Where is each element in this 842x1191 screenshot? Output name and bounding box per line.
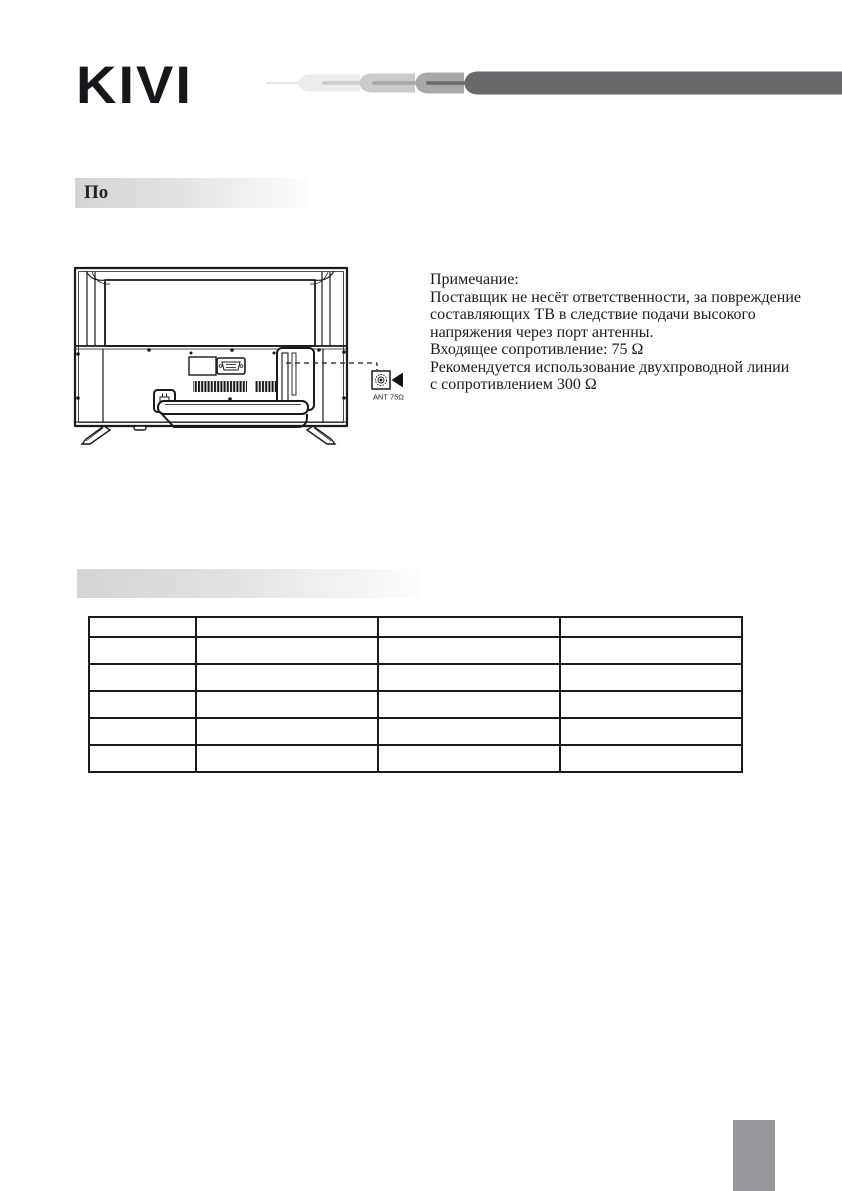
note-line: составляющих ТВ в следствие подачи высокого <box>430 306 756 323</box>
table-row <box>89 718 742 745</box>
table-cell <box>89 617 196 637</box>
table-cell <box>89 691 196 718</box>
table-cell <box>196 617 378 637</box>
table-row <box>89 664 742 691</box>
table-cell <box>89 718 196 745</box>
table-cell <box>196 664 378 691</box>
table-row <box>89 617 742 637</box>
antenna-port-label: ANT 75Ω <box>373 392 404 402</box>
arrow-left-icon <box>392 373 404 388</box>
section-title: По <box>84 182 109 203</box>
section-header-specs <box>77 569 420 598</box>
table-cell <box>196 718 378 745</box>
table-row <box>89 637 742 664</box>
rating-label-plate <box>189 357 216 375</box>
note-line: напряжения через порт антенны. <box>430 323 654 341</box>
table-cell <box>378 637 560 664</box>
table-cell <box>378 745 560 772</box>
table-cell <box>196 745 378 772</box>
table-cell <box>89 664 196 691</box>
note-block <box>430 271 801 394</box>
table-cell <box>560 664 742 691</box>
table-cell <box>560 691 742 718</box>
table-cell <box>560 718 742 745</box>
table-cell <box>378 718 560 745</box>
note-line: Примечание: <box>430 271 519 288</box>
note-line: Рекомендуется использование двухпроводной линии <box>430 358 790 376</box>
table-cell <box>89 745 196 772</box>
table-cell <box>560 617 742 637</box>
footer-page-tab <box>733 1120 775 1191</box>
spec-table <box>88 616 743 773</box>
note-line: Входящее сопротивление: 75 Ω <box>430 341 644 358</box>
header-swoosh-decoration <box>260 66 842 100</box>
table-cell <box>560 637 742 664</box>
table-cell <box>89 637 196 664</box>
ventilation-grille <box>193 381 276 392</box>
brand-logo: KIVI <box>76 54 193 115</box>
table-cell <box>196 691 378 718</box>
table-row <box>89 691 742 718</box>
antenna-port-icon <box>372 371 390 389</box>
table-cell <box>378 664 560 691</box>
note-line: с сопротивлением 300 Ω <box>430 376 597 393</box>
table-cell <box>196 637 378 664</box>
table-row <box>89 745 742 772</box>
section-header-antenna <box>75 178 308 208</box>
table-cell <box>378 617 560 637</box>
tv-back-diagram <box>70 258 420 448</box>
stand-legs <box>82 426 335 444</box>
note-line: Поставщик не несёт ответственности, за повреждение <box>430 288 802 306</box>
vga-connector <box>217 358 245 374</box>
table-cell <box>560 745 742 772</box>
table-cell <box>378 691 560 718</box>
